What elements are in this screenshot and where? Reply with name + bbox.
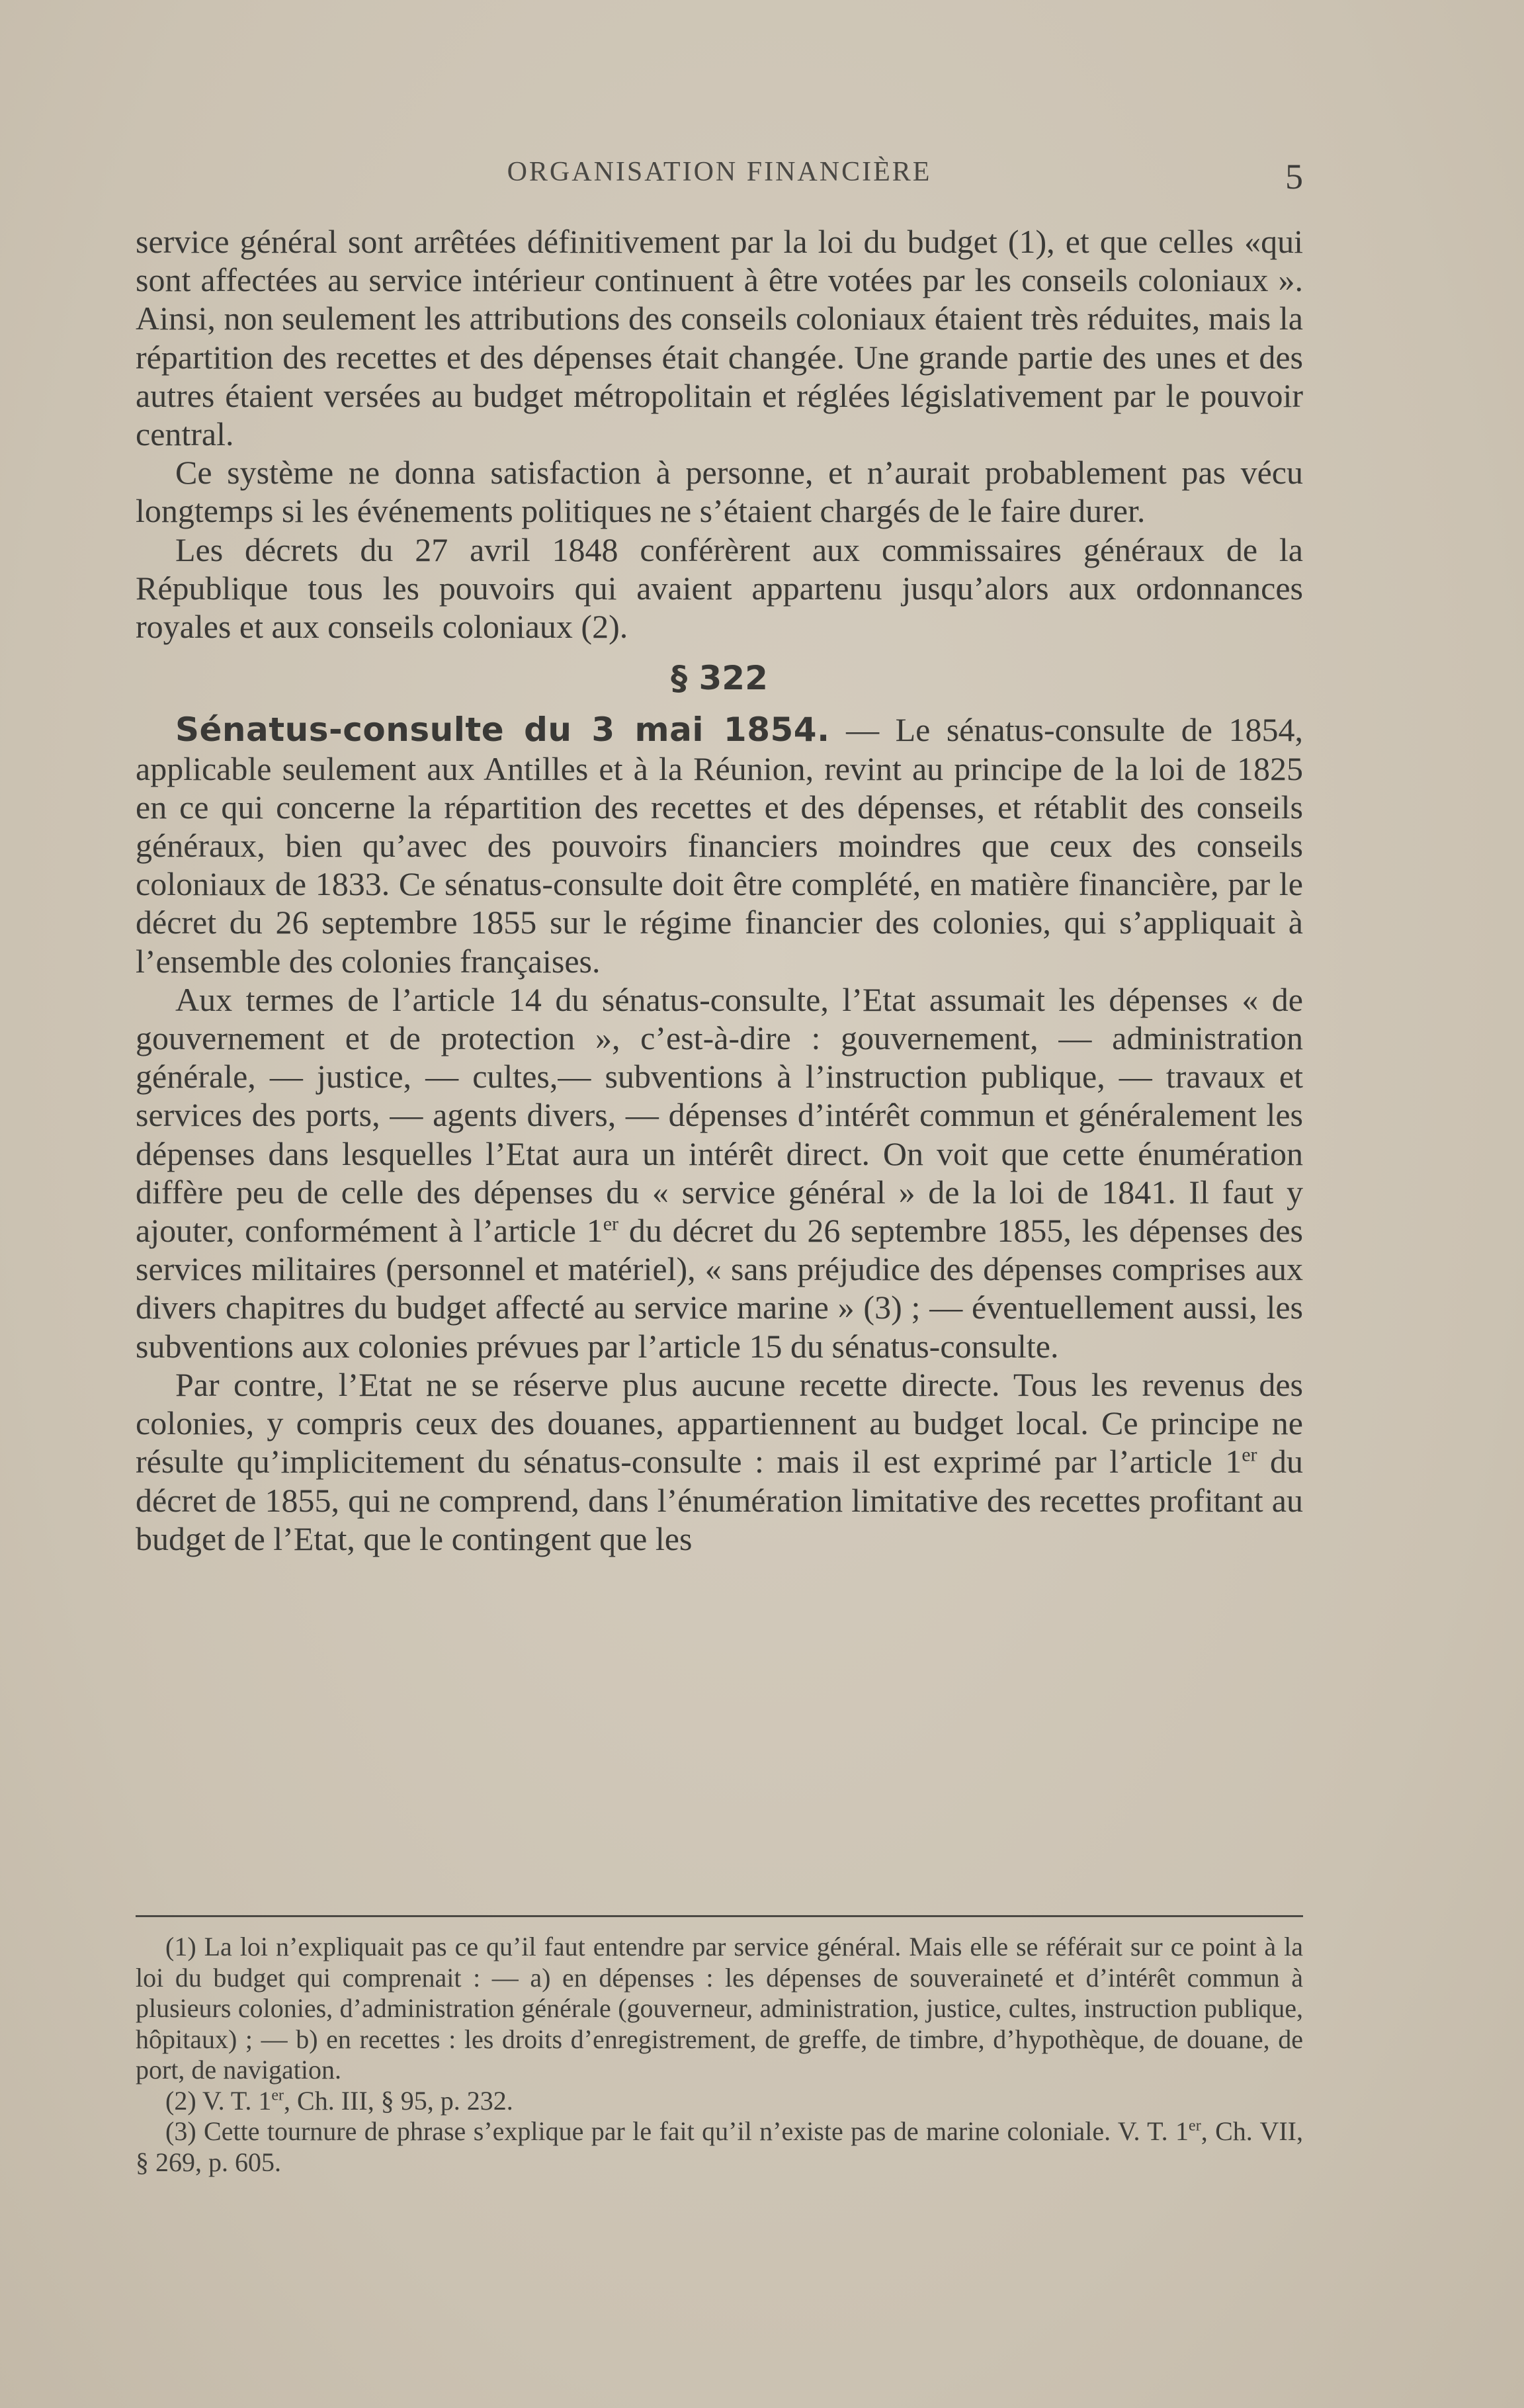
paragraph	[136, 1365, 1303, 1558]
footnote-3	[136, 2116, 1303, 2178]
superscript: er	[1189, 2117, 1201, 2135]
paragraph: Les décrets du 27 avril 1848 conférèrent aux commissaires généraux de la République tous les pouvoirs qui avaient appartenu jusqu’alors aux ordonnances royales et aux conseils coloniaux (2).	[136, 531, 1303, 646]
paragraph-text: Par contre, l’Etat ne se réserve plus aucune recette directe. Tous les revenus des colonies, y compris ceux des douanes, appartiennent au budget local. Ce principe ne résulte qu’implicitement du sénatus-consulte : mais il est exprimé par l’article 1	[136, 1365, 1303, 1481]
section-number: § 322	[671, 659, 768, 698]
superscript: er	[603, 1213, 619, 1235]
superscript: er	[271, 2086, 284, 2104]
footnotes	[136, 1932, 1303, 2178]
superscript: er	[1242, 1443, 1257, 1466]
paragraph-text: du décret du 26 septembre 1855, les dépenses des services militaires (personnel et matériel), « sans préjudice des dépenses comprises aux divers chapitres du budget affecté au service marine » (3) ; — éventuellement aussi, les subventions aux colonies prévues par l’article 15 du sénatus-consulte.	[136, 1212, 1303, 1365]
section-heading: Sénatus-consulte du 3 mai 1854.	[175, 710, 830, 750]
paragraph-continuation: service général sont arrêtées définitivement par la loi du budget (1), et que celles «qui sont affectées au service intérieur continuent à être votées par les conseils coloniaux ». Ainsi, non seulement les attributions des conseils coloniaux étaient très réduites, mais la répartition des recettes et des dépenses était changée. Une grande partie des unes et des autres étaient versées au budget métropolitain et réglées législativement par le pouvoir central.	[136, 223, 1303, 453]
footnote-text: , Ch. III, § 95, p. 232.	[284, 2085, 513, 2116]
page-number: 5	[1285, 157, 1303, 196]
footnote-1: (1) La loi n’expliquait pas ce qu’il faut entendre par service général. Mais elle se référait sur ce point à la loi du budget qui comprenait : — a) en dépenses : les dépenses de souveraineté et d’intérêt commun à plusieurs colonies, d’administration générale (gouverneur, administration, justice, cultes, instruction publique, hôpitaux) ; — b) en recettes : les droits d’enregistrement, de greffe, de timbre, d’hypothèque, de douane, de port, de navigation.	[136, 1932, 1303, 2085]
footnote-text: (2) V. T. 1	[165, 2085, 272, 2116]
footnote-divider	[136, 1915, 1303, 1917]
paragraph	[136, 980, 1303, 1365]
paragraph-text: du décret de 1855, qui ne comprend, dans l’énumération limitative des recettes profitant au budget de l’Etat, que le contingent que les	[136, 1443, 1303, 1557]
paragraph-text: Aux termes de l’article 14 du sénatus-consulte, l’Etat assumait les dépenses « de gouvernement et de protection », c’est-à-dire : gouvernement, — administration générale, — justice, — cultes,— subventions à l’instruction publique, — travaux et services des ports, — agents divers, — dépenses d’intérêt commun et généralement les dépenses dans lesquelles l’Etat aura un intérêt direct. On voit que cette énumération diffère peu de celle des dépenses du « service général » de la loi de 1841. Il faut y ajouter, conformément à l’article 1	[136, 980, 1303, 1250]
running-head	[136, 156, 1303, 196]
running-title: ORGANISATION FINANCIÈRE	[507, 157, 932, 187]
footnote-2	[136, 2086, 1303, 2117]
footnote-text: , Ch. VII, § 269, p. 605.	[136, 2116, 1303, 2177]
section-paragraph	[136, 710, 1303, 980]
section-paragraph-text: — Le sénatus-consulte de 1854, applicable seulement aux Antilles et à la Réunion, revint au principe de la loi de 1825 en ce qui concerne la répartition des recettes et des dépenses, et rétablit des conseils généraux, bien qu’avec des pouvoirs financiers moindres que ceux des conseils coloniaux de 1833. Ce sénatus-consulte doit être complété, en matière financière, par le décret du 26 septembre 1855 sur le régime financier des colonies, qui s’appliquait à l’ensemble des colonies françaises.	[136, 711, 1303, 980]
paragraph: Ce système ne donna satisfaction à personne, et n’aurait probablement pas vécu longtemps si les événements politiques ne s’étaient chargés de le faire durer.	[136, 454, 1303, 530]
body-text	[136, 222, 1303, 1558]
footnote-text: (3) Cette tournure de phrase s’explique par le fait qu’il n’existe pas de marine coloniale. V. T. 1	[165, 2116, 1189, 2146]
